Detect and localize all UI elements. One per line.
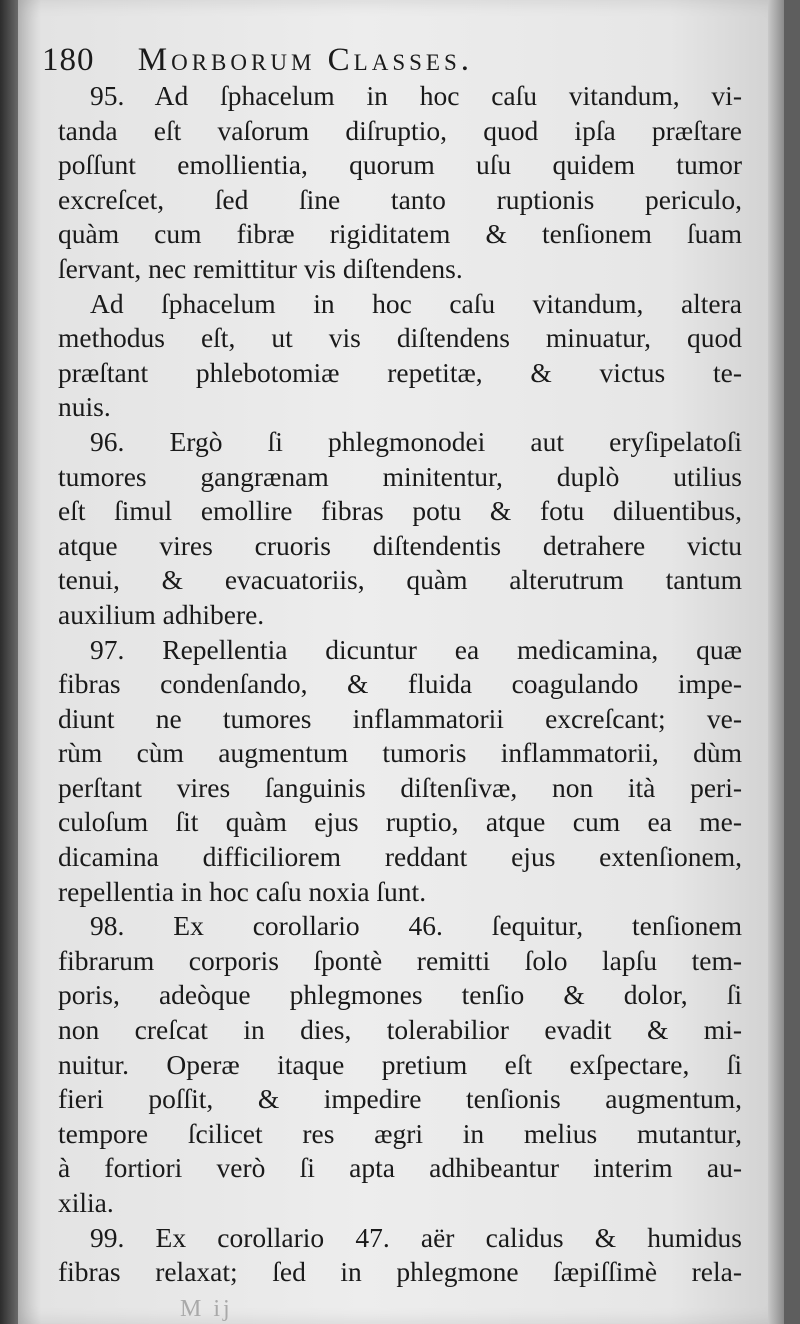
running-header: [42, 42, 742, 79]
text-line: 97. Repellentia dicuntur ea medicamina, quæ: [90, 633, 742, 665]
text-line: fieri poſſit, & impedire tenſionis augmentum,: [58, 1083, 742, 1115]
text-line: diunt ne tumores inflammatorii excreſcant; ve-: [58, 702, 742, 734]
body-text: [58, 79, 742, 1290]
text-line: methodus eſt, ut vis diſtendens minuatur, quod: [58, 322, 742, 354]
text-line: perſtant vires ſanguinis diſtenſivæ, non ità peri-: [58, 771, 742, 803]
text-line: tumores gangrænam minitentur, duplò utilius: [58, 460, 742, 492]
book-gutter-shadow: [0, 0, 18, 1324]
text-line: culoſum ſit quàm ejus ruptio, atque cum ea me-: [58, 806, 742, 838]
page-edge-shadow: [768, 0, 784, 1324]
text-line: rùm cùm augmentum tumoris inflammatorii, dùm: [58, 737, 742, 769]
text-line: 96. Ergò ſi phlegmonodei aut eryſipelatoſi: [90, 425, 742, 457]
text-line: 95. Ad ſphacelum in hoc caſu vitandum, vi-: [90, 80, 742, 111]
text-line: tempore ſcilicet res ægri in melius mutantur,: [58, 1117, 742, 1149]
text-line: fibras relaxat; ſed in phlegmone ſæpiſſimè rela-: [58, 1256, 742, 1288]
text-line: quàm cum fibræ rigiditatem & tenſionem ſuam: [58, 218, 742, 250]
text-line: non creſcat in dies, tolerabilior evadit & mi-: [58, 1014, 742, 1046]
text-line: 99. Ex corollario 47. aër calidus & humidus: [90, 1221, 742, 1253]
text-line: dicamina difficiliorem reddant ejus extenſionem,: [58, 841, 742, 873]
text-line: xilia.: [58, 1187, 114, 1218]
text-line: 98. Ex corollario 46. ſequitur, tenſionem: [90, 910, 742, 942]
running-title: Morborum Classes.: [137, 42, 473, 78]
text-line: fibrarum corporis ſpontè remitti ſolo lapſu tem-: [58, 944, 742, 976]
text-line: poris, adeòque phlegmones tenſio & dolor, ſi: [58, 979, 742, 1011]
text-line: Ad ſphacelum in hoc caſu vitandum, altera: [90, 287, 742, 319]
text-line: tenui, & evacuatoriis, quàm alterutrum tantum: [58, 564, 742, 596]
text-line: eſt ſimul emollire fibras potu & fotu diluentibus,: [58, 495, 742, 527]
page-number: 180: [42, 42, 95, 78]
text-line: nuitur. Operæ itaque pretium eſt exſpectare, ſi: [58, 1048, 742, 1080]
text-line: ſervant, nec remittitur vis diſtendens.: [58, 252, 463, 284]
signature-mark: M ij: [180, 1296, 233, 1322]
text-line: poſſunt emollientia, quorum uſu quidem tumor: [58, 149, 742, 181]
text-line: auxilium adhibere.: [58, 598, 265, 630]
text-line: tanda eſt vaſorum diſruptio, quod ipſa præſtare: [58, 114, 742, 146]
text-line: præſtant phlebotomiæ repetitæ, & victus te-: [58, 356, 742, 388]
text-line: repellentia in hoc caſu noxia ſunt.: [58, 875, 427, 907]
text-line: fibras condenſando, & fluida coagulando impe-: [58, 668, 742, 700]
text-line: excreſcet, ſed ſine tanto ruptionis periculo,: [58, 183, 742, 215]
text-line: atque vires cruoris diſtendentis detrahere victu: [58, 529, 742, 561]
text-line: nuis.: [58, 391, 111, 423]
text-line: à fortiori verò ſi apta adhibeantur interim au-: [58, 1152, 742, 1184]
